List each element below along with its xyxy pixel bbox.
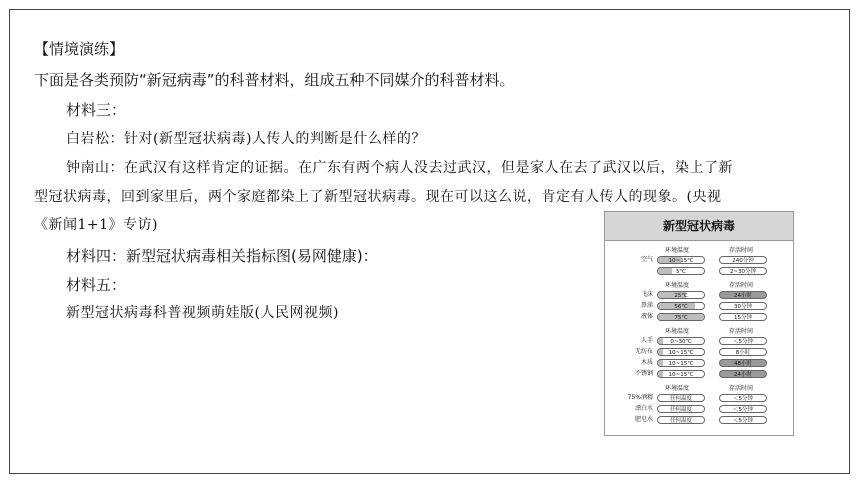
material-3-question: 白岩松：针对(新型冠状病毒)人传人的判断是什么样的？ <box>66 131 426 147</box>
temperature-pill <box>657 302 705 310</box>
row-label: 空气 <box>640 256 653 263</box>
infographic-title: 新型冠状病毒 <box>605 212 793 241</box>
temperature-value: 5℃ <box>676 269 686 275</box>
temperature-value: 任何温度 <box>669 418 692 424</box>
survival-time-value: 15分钟 <box>734 315 752 321</box>
infographic-group-header <box>605 280 793 290</box>
survival-time-value: 240分钟 <box>732 258 754 264</box>
infographic-row <box>605 301 793 311</box>
survival-time-value: 8小时 <box>735 350 751 356</box>
temperature-pill <box>657 416 705 424</box>
temperature-pill <box>657 337 705 345</box>
infographic-row <box>605 358 793 368</box>
row-label: 木质 <box>640 359 653 366</box>
temperature-pill <box>657 405 705 413</box>
column-header-temperature: 环境温度 <box>665 328 690 335</box>
infographic-row <box>605 336 793 346</box>
column-header-temperature: 环境温度 <box>665 247 690 254</box>
infographic-row <box>605 290 793 300</box>
survival-time-value: 24小时 <box>734 372 752 378</box>
material-3-answer-line-2: 型冠状病毒，回到家里后，两个家庭都染上了新型冠状病毒。现在可以这么说，肯定有人传人的现象。(央视 <box>34 189 722 205</box>
temperature-value: 10~15℃ <box>668 361 694 367</box>
survival-time-pill <box>719 370 767 378</box>
survival-time-pill <box>719 394 767 402</box>
infographic-row <box>605 312 793 322</box>
temperature-value: 10~15℃ <box>668 372 694 378</box>
temperature-fill <box>658 371 663 377</box>
survival-time-pill <box>719 256 767 264</box>
infographic-group <box>605 245 793 276</box>
survival-time-pill <box>719 267 767 275</box>
temperature-pill <box>657 267 705 275</box>
temperature-value: 任何温度 <box>669 407 692 413</box>
infographic-row <box>605 415 793 425</box>
survival-time-value: ＜5分钟 <box>733 418 753 424</box>
row-label: 人手 <box>640 337 653 344</box>
material-3-label: 材料三： <box>66 101 127 119</box>
temperature-value: 10~15℃ <box>668 258 694 264</box>
temperature-fill <box>658 338 663 344</box>
infographic-groups <box>605 245 793 425</box>
column-header-temperature: 环境温度 <box>665 282 690 289</box>
survival-time-value: ＜5分钟 <box>733 407 753 413</box>
temperature-value: 75℃ <box>674 315 688 321</box>
temperature-pill <box>657 291 705 299</box>
infographic-row <box>605 369 793 379</box>
survival-time-value: ＜5分钟 <box>733 396 753 402</box>
temperature-fill <box>658 360 663 366</box>
temperature-value: 10~15℃ <box>668 350 694 356</box>
virus-infographic <box>604 211 794 436</box>
row-label: 75%酒精 <box>627 394 653 401</box>
survival-time-value: 48小时 <box>734 361 752 367</box>
temperature-pill <box>657 313 705 321</box>
row-label: 肥皂水 <box>634 416 653 423</box>
material-3-answer-line-1: 钟南山：在武汉有这样肯定的证据。在广东有两个病人没去过武汉，但是家人在去了武汉以后，染上了新 <box>66 160 733 176</box>
temperature-value: 0~30℃ <box>670 339 692 345</box>
temperature-pill <box>657 348 705 356</box>
column-header-survival-time: 存活时间 <box>729 247 754 254</box>
survival-time-pill <box>719 416 767 424</box>
temperature-pill <box>657 370 705 378</box>
survival-time-pill <box>719 313 767 321</box>
survival-time-pill <box>719 302 767 310</box>
row-label: 鼻涕 <box>640 302 653 309</box>
survival-time-pill <box>719 348 767 356</box>
material-5-text: 新型冠状病毒科普视频萌娃版(人民网视频) <box>66 305 339 321</box>
survival-time-pill <box>719 337 767 345</box>
survival-time-pill <box>719 359 767 367</box>
temperature-value: 任何温度 <box>669 396 692 402</box>
infographic-row <box>605 266 793 276</box>
survival-time-value: ＜5分钟 <box>733 339 753 345</box>
infographic-row <box>605 404 793 414</box>
infographic-group <box>605 383 793 425</box>
column-header-survival-time: 存活时间 <box>729 385 754 392</box>
temperature-fill <box>658 268 672 274</box>
temperature-pill <box>657 359 705 367</box>
material-4-label: 材料四：新型冠状病毒相关指标图(易网健康)： <box>66 247 378 265</box>
temperature-value: 56℃ <box>674 304 688 310</box>
column-header-temperature: 环境温度 <box>665 385 690 392</box>
material-3-source: 《新闻1+1》专访) <box>34 217 159 233</box>
survival-time-pill <box>719 405 767 413</box>
column-header-survival-time: 存活时间 <box>729 328 754 335</box>
temperature-pill <box>657 394 705 402</box>
infographic-group-header <box>605 245 793 255</box>
infographic-row <box>605 255 793 265</box>
infographic-row <box>605 393 793 403</box>
temperature-pill <box>657 256 705 264</box>
infographic-row <box>605 347 793 357</box>
row-label: 液体 <box>640 313 653 320</box>
intro-text: 下面是各类预防“新冠病毒”的科普材料，组成五种不同媒介的科普材料。 <box>34 71 515 89</box>
temperature-fill <box>658 349 663 355</box>
row-label: 无纺布 <box>634 348 653 355</box>
survival-time-value: 24小时 <box>734 293 752 299</box>
infographic-group <box>605 280 793 322</box>
column-header-survival-time: 存活时间 <box>729 282 754 289</box>
row-label: 飞沫 <box>640 291 653 298</box>
infographic-group-header <box>605 383 793 393</box>
infographic-group-header <box>605 326 793 336</box>
infographic-group <box>605 326 793 379</box>
section-heading: 【情境演练】 <box>34 40 125 58</box>
temperature-value: 25℃ <box>674 293 688 299</box>
survival-time-value: 2~30分钟 <box>729 269 757 275</box>
row-label: 漂白水 <box>634 405 653 412</box>
material-5-label: 材料五： <box>66 276 127 294</box>
survival-time-value: 30分钟 <box>734 304 752 310</box>
row-label: 不锈钢 <box>634 370 653 377</box>
survival-time-pill <box>719 291 767 299</box>
